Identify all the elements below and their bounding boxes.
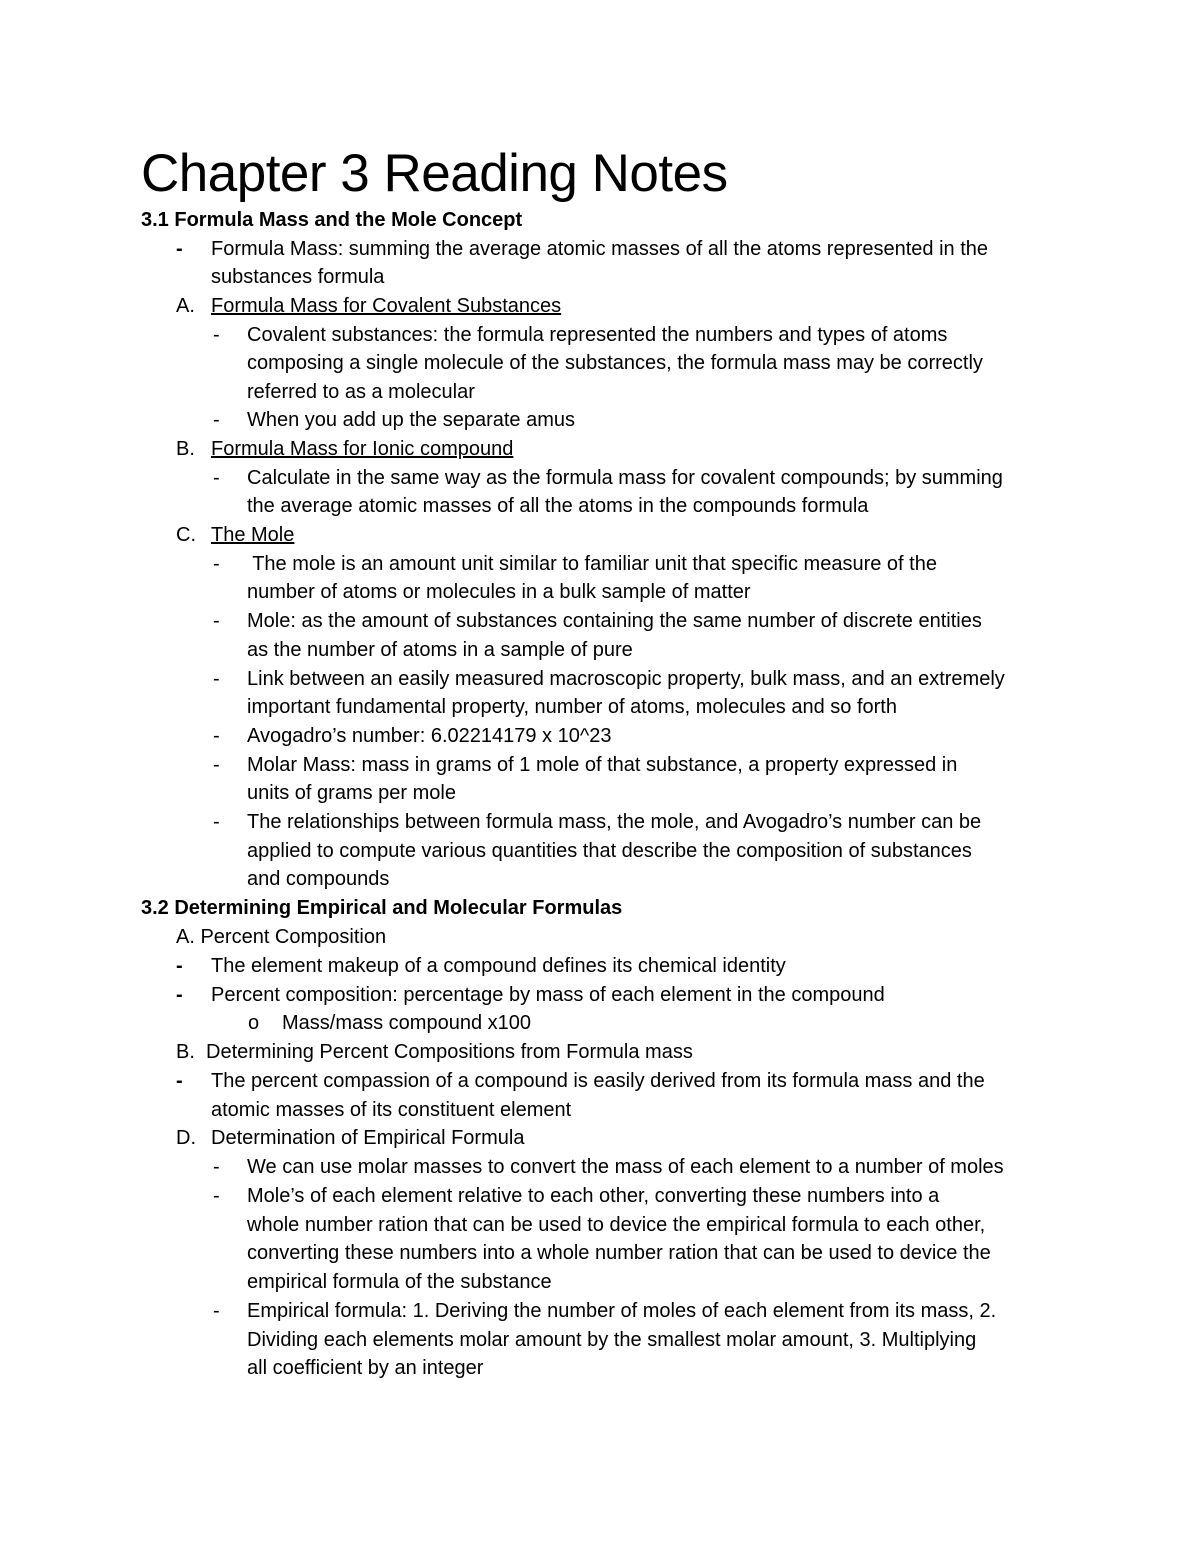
list-item-cont: units of grams per mole: [247, 782, 456, 804]
bullet-dash: -: [176, 1070, 183, 1092]
bullet-dash: -: [213, 1185, 220, 1207]
list-item-cont: the average atomic masses of all the atoms in the compounds formula: [247, 495, 869, 517]
list-item: Covalent substances: the formula represented the numbers and types of atoms: [247, 324, 948, 346]
page-title: Chapter 3 Reading Notes: [141, 144, 728, 203]
list-item-cont: whole number ration that can be used to device the empirical formula to each other,: [247, 1214, 986, 1236]
subheading-ionic: Formula Mass for Ionic compound: [211, 438, 514, 460]
list-item-cont: referred to as a molecular: [247, 381, 475, 403]
list-item: Calculate in the same way as the formula mass for covalent compounds; by summing: [247, 467, 1003, 489]
list-item: The element makeup of a compound defines its chemical identity: [211, 955, 786, 977]
bullet-dash: -: [213, 1300, 220, 1322]
list-item-cont: important fundamental property, number of atoms, molecules and so forth: [247, 696, 897, 718]
list-item: Mole: as the amount of substances containing the same number of discrete entities: [247, 610, 982, 632]
list-item-cont: converting these numbers into a whole number ration that can be used to device the: [247, 1242, 991, 1264]
list-item: The relationships between formula mass, the mole, and Avogadro’s number can be: [247, 811, 982, 833]
list-item-cont: and compounds: [247, 868, 390, 890]
bullet-dash: -: [213, 725, 220, 747]
bullet-circle: o: [248, 1012, 260, 1034]
bullet-dash: -: [213, 553, 220, 575]
list-item-cont: number of atoms or molecules in a bulk sample of matter: [247, 581, 751, 603]
list-item: We can use molar masses to convert the mass of each element to a number of moles: [247, 1156, 1004, 1178]
bullet-dash: -: [213, 324, 220, 346]
bullet-dash: -: [213, 409, 220, 431]
list-item: Molar Mass: mass in grams of 1 mole of that substance, a property expressed in: [247, 754, 958, 776]
list-item-cont: atomic masses of its constituent element: [211, 1099, 572, 1121]
section-heading-3-1: 3.1 Formula Mass and the Mole Concept: [141, 209, 523, 231]
list-item: Empirical formula: 1. Deriving the number of moles of each element from its mass, 2.: [247, 1300, 997, 1322]
bullet-dash: -: [176, 238, 183, 260]
list-item-cont: applied to compute various quantities that describe the composition of substances: [247, 840, 972, 862]
list-item-cont: all coefficient by an integer: [247, 1357, 484, 1379]
list-item: When you add up the separate amus: [247, 409, 575, 431]
list-marker-d: D.: [176, 1127, 196, 1149]
list-item: The mole is an amount unit similar to familiar unit that specific measure of the: [247, 553, 937, 575]
list-item: Mass/mass compound x100: [282, 1012, 532, 1034]
list-item: The percent compassion of a compound is easily derived from its formula mass and the: [211, 1070, 985, 1092]
formula-mass-definition: Formula Mass: summing the average atomic masses of all the atoms represented in the: [211, 238, 989, 260]
bullet-dash: -: [213, 754, 220, 776]
bullet-dash: -: [176, 955, 183, 977]
section-heading-3-2: 3.2 Determining Empirical and Molecular Formulas: [141, 897, 623, 919]
subheading-covalent: Formula Mass for Covalent Substances: [211, 295, 562, 317]
list-item: Percent composition: percentage by mass of each element in the compound: [211, 984, 885, 1006]
subheading-percent-from-formula: B. Determining Percent Compositions from Formula mass: [176, 1041, 693, 1063]
list-item-cont: composing a single molecule of the substances, the formula mass may be correctly: [247, 352, 983, 374]
bullet-dash: -: [213, 610, 220, 632]
list-marker-b: B.: [176, 438, 195, 460]
list-item-cont: Dividing each elements molar amount by the smallest molar amount, 3. Multiplying: [247, 1329, 977, 1351]
bullet-dash: -: [213, 668, 220, 690]
subheading-empirical-formula: Determination of Empirical Formula: [211, 1127, 525, 1149]
list-item-cont: as the number of atoms in a sample of pure: [247, 639, 633, 661]
list-item-cont: empirical formula of the substance: [247, 1271, 552, 1293]
subheading-percent-composition: A. Percent Composition: [176, 926, 387, 948]
bullet-dash: -: [213, 467, 220, 489]
list-marker-a: A.: [176, 295, 195, 317]
list-marker-c: C.: [176, 524, 196, 546]
list-item: Link between an easily measured macroscopic property, bulk mass, and an extremely: [247, 668, 1005, 690]
list-item: Avogadro’s number: 6.02214179 x 10^23: [247, 725, 612, 747]
bullet-dash: -: [213, 1156, 220, 1178]
list-item: Mole’s of each element relative to each other, converting these numbers into a: [247, 1185, 940, 1207]
subheading-mole: The Mole: [211, 524, 295, 546]
formula-mass-definition-cont: substances formula: [211, 266, 385, 288]
bullet-dash: -: [176, 984, 183, 1006]
bullet-dash: -: [213, 811, 220, 833]
